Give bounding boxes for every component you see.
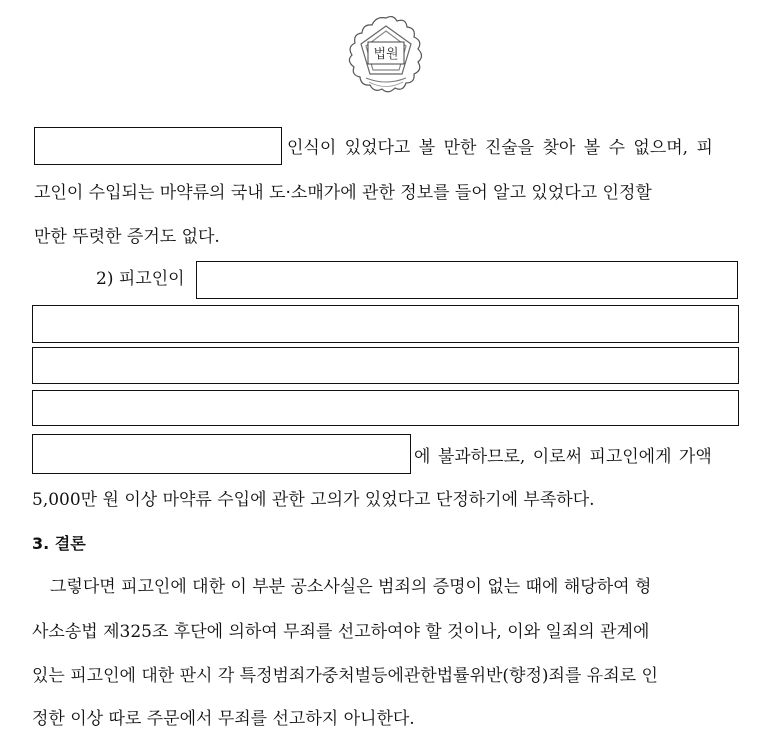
section3-line2: 사소송법 제325조 후단에 의하여 무죄를 선고하여야 할 것이나, 이와 일죄의 관계에 — [32, 622, 650, 642]
para2-tail: 에 불과하므로, 이로써 피고인에게 가액 — [414, 447, 712, 467]
para1-line2: 고인이 수입되는 마약류의 국내 도·소매가에 관한 정보를 들어 알고 있었다고 인정할 — [34, 183, 652, 203]
section-heading: 3. 결론 — [32, 534, 86, 553]
para1-line3: 만한 뚜렷한 증거도 없다. — [34, 227, 220, 247]
para1-line1: 인식이 있었다고 볼 만한 진술을 찾아 볼 수 없으며, 피 — [287, 138, 713, 158]
section3-line1: 그렇다면 피고인에 대한 이 부분 공소사실은 범죄의 증명이 없는 때에 해당하여 형 — [50, 577, 652, 597]
section3-line4: 정한 이상 따로 주문에서 무죄를 선고하지 아니한다. — [32, 709, 415, 729]
svg-text:법원: 법원 — [373, 47, 399, 62]
redaction-box — [32, 347, 739, 384]
redaction-box — [34, 127, 282, 165]
para2-prefix: 2) 피고인이 — [96, 269, 185, 289]
court-seal-icon — [341, 12, 431, 102]
redaction-box — [32, 305, 739, 343]
para2-last-line: 5,000만 원 이상 마약류 수입에 관한 고의가 있었다고 단정하기에 부족하다. — [32, 490, 595, 510]
redaction-box — [32, 434, 411, 474]
redaction-box — [32, 390, 739, 426]
section3-line3: 있는 피고인에 대한 판시 각 특정범죄가중처벌등에관한법률위반(향정)죄를 유죄로 인 — [32, 666, 658, 686]
redaction-box — [196, 261, 738, 299]
